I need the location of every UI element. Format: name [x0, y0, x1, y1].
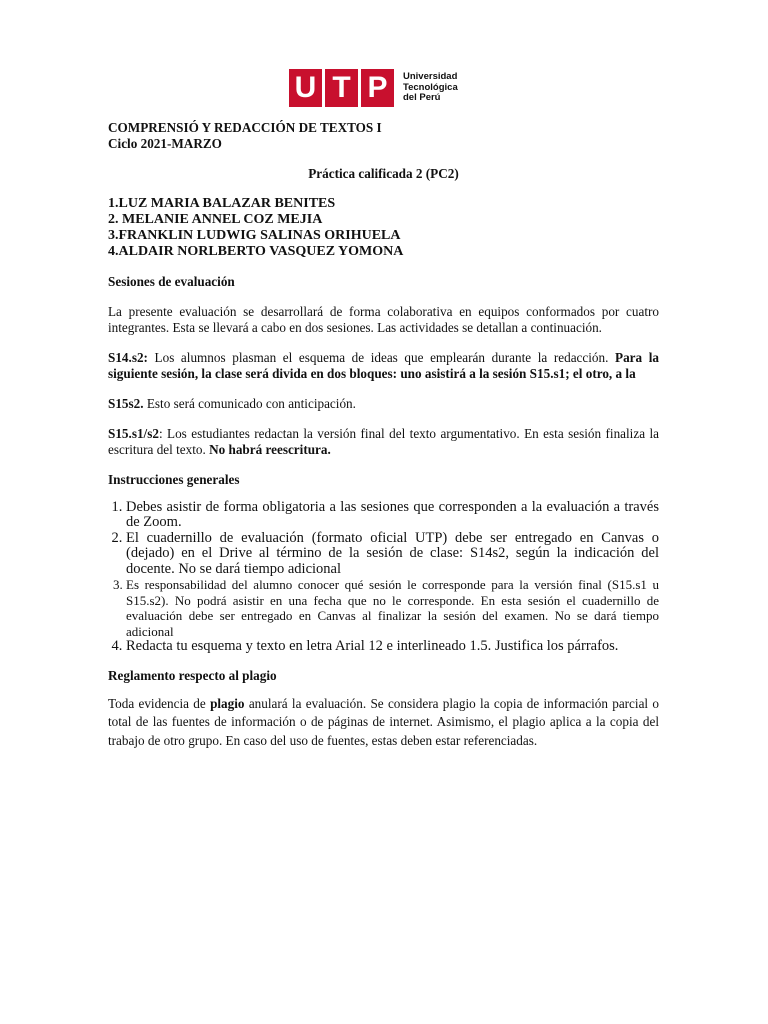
plagiarism-heading: Reglamento respecto al plagio [108, 667, 277, 683]
plagiarism-text-after: anulará la evaluación. Se considera plagio la copia de información parcial o total de las fuentes de información o de páginas de internet. Asimismo, el plagio aplica a la copia del trabajo de otro grupo. En caso del uso de fuentes, estas deben estar referenciadas. [108, 695, 659, 748]
session-s15s2-text: Esto será comunicado con anticipación. [143, 395, 356, 411]
session-s15s2-label: S15s2. [108, 395, 144, 411]
course-cycle: Ciclo 2021-MARZO [108, 136, 222, 151]
sessions-intro: La presente evaluación se desarrollará de forma colaborativa en equipos conformados por cuatro integrantes. Esta se llevará a cabo en dos sesiones. Las actividades se detallan a continuación. [108, 304, 659, 335]
instruction-item: 2. El cuadernillo de evaluación (formato oficial UTP) debe ser entregado en Canvas o (dejado) en el Drive al término de la sesión de clase: S14s2, según la indicación del docente. No se dará tiempo adicional [126, 531, 659, 578]
session-s14-paragraph [108, 350, 659, 381]
session-s15-label: S15.s1/s2 [108, 426, 159, 442]
session-s14-text: Los alumnos plasman el esquema de ideas que emplearán durante la redacción. [147, 350, 616, 366]
logo-letter-p: P [361, 69, 394, 107]
instructions-heading: Instrucciones generales [108, 472, 240, 488]
plagiarism-text-before: Toda evidencia de [108, 695, 211, 711]
logo-letter-t: T [325, 69, 358, 107]
instruction-item: 4. Redacta tu esquema y texto en letra Arial 12 e interlineado 1.5. Justifica los párrafos. [126, 639, 659, 655]
session-s15-text: : Los estudiantes redactan la versión final del texto argumentativo. En esta sesión finaliza la escritura del texto. [108, 426, 659, 457]
instruction-item: 3. Es responsabilidad del alumno conocer qué sesión le corresponde para la versión final (S15.s1 u S15.s2). No podrá asistir en una fecha que no le corresponde. En esta sesión el cuadernillo de evaluación debe ser entregado en Canvas al finalizar la sesión del examen. No se dará tiempo adicional [126, 577, 659, 639]
logo-line-3: del Perú [403, 92, 441, 104]
plagiarism-paragraph [108, 695, 659, 751]
plagiarism-bold-word: plagio [210, 695, 245, 711]
logo-university-name [403, 72, 458, 104]
document-body [108, 120, 659, 750]
logo-line-2: Tecnológica [403, 81, 458, 93]
student-name: 2. MELANIE ANNEL COZ MEJIA [108, 211, 323, 227]
logo-letter-u: U [289, 69, 322, 107]
student-name: 4.ALDAIR NORLBERTO VASQUEZ YOMONA [108, 243, 404, 259]
session-s15-paragraph [108, 426, 659, 457]
exam-title: Práctica calificada 2 (PC2) [308, 166, 459, 181]
session-s14-bold: Para la siguiente sesión, la clase será divida en dos bloques: uno asistirá a la sesión S15.s1; el otro, a la [108, 350, 659, 381]
student-name: 1.LUZ MARIA BALAZAR BENITES [108, 195, 336, 211]
course-header [108, 120, 659, 152]
sessions-heading: Sesiones de evaluación [108, 273, 235, 289]
session-s15-bold: No habrá reescritura. [209, 441, 331, 457]
session-s15s2-paragraph [108, 396, 659, 412]
instructions-list [108, 500, 659, 655]
course-title: COMPRENSIÓ Y REDACCIÓN DE TEXTOS I [108, 120, 382, 135]
session-s14-label: S14.s2: [108, 350, 148, 366]
utp-logo [289, 69, 458, 107]
student-list [108, 196, 659, 260]
instruction-item: 1. Debes asistir de forma obligatoria a las sesiones que corresponden a la evaluación a través de Zoom. [126, 500, 659, 531]
student-name: 3.FRANKLIN LUDWIG SALINAS ORIHUELA [108, 227, 401, 243]
logo-line-1: Universidad [403, 71, 458, 83]
